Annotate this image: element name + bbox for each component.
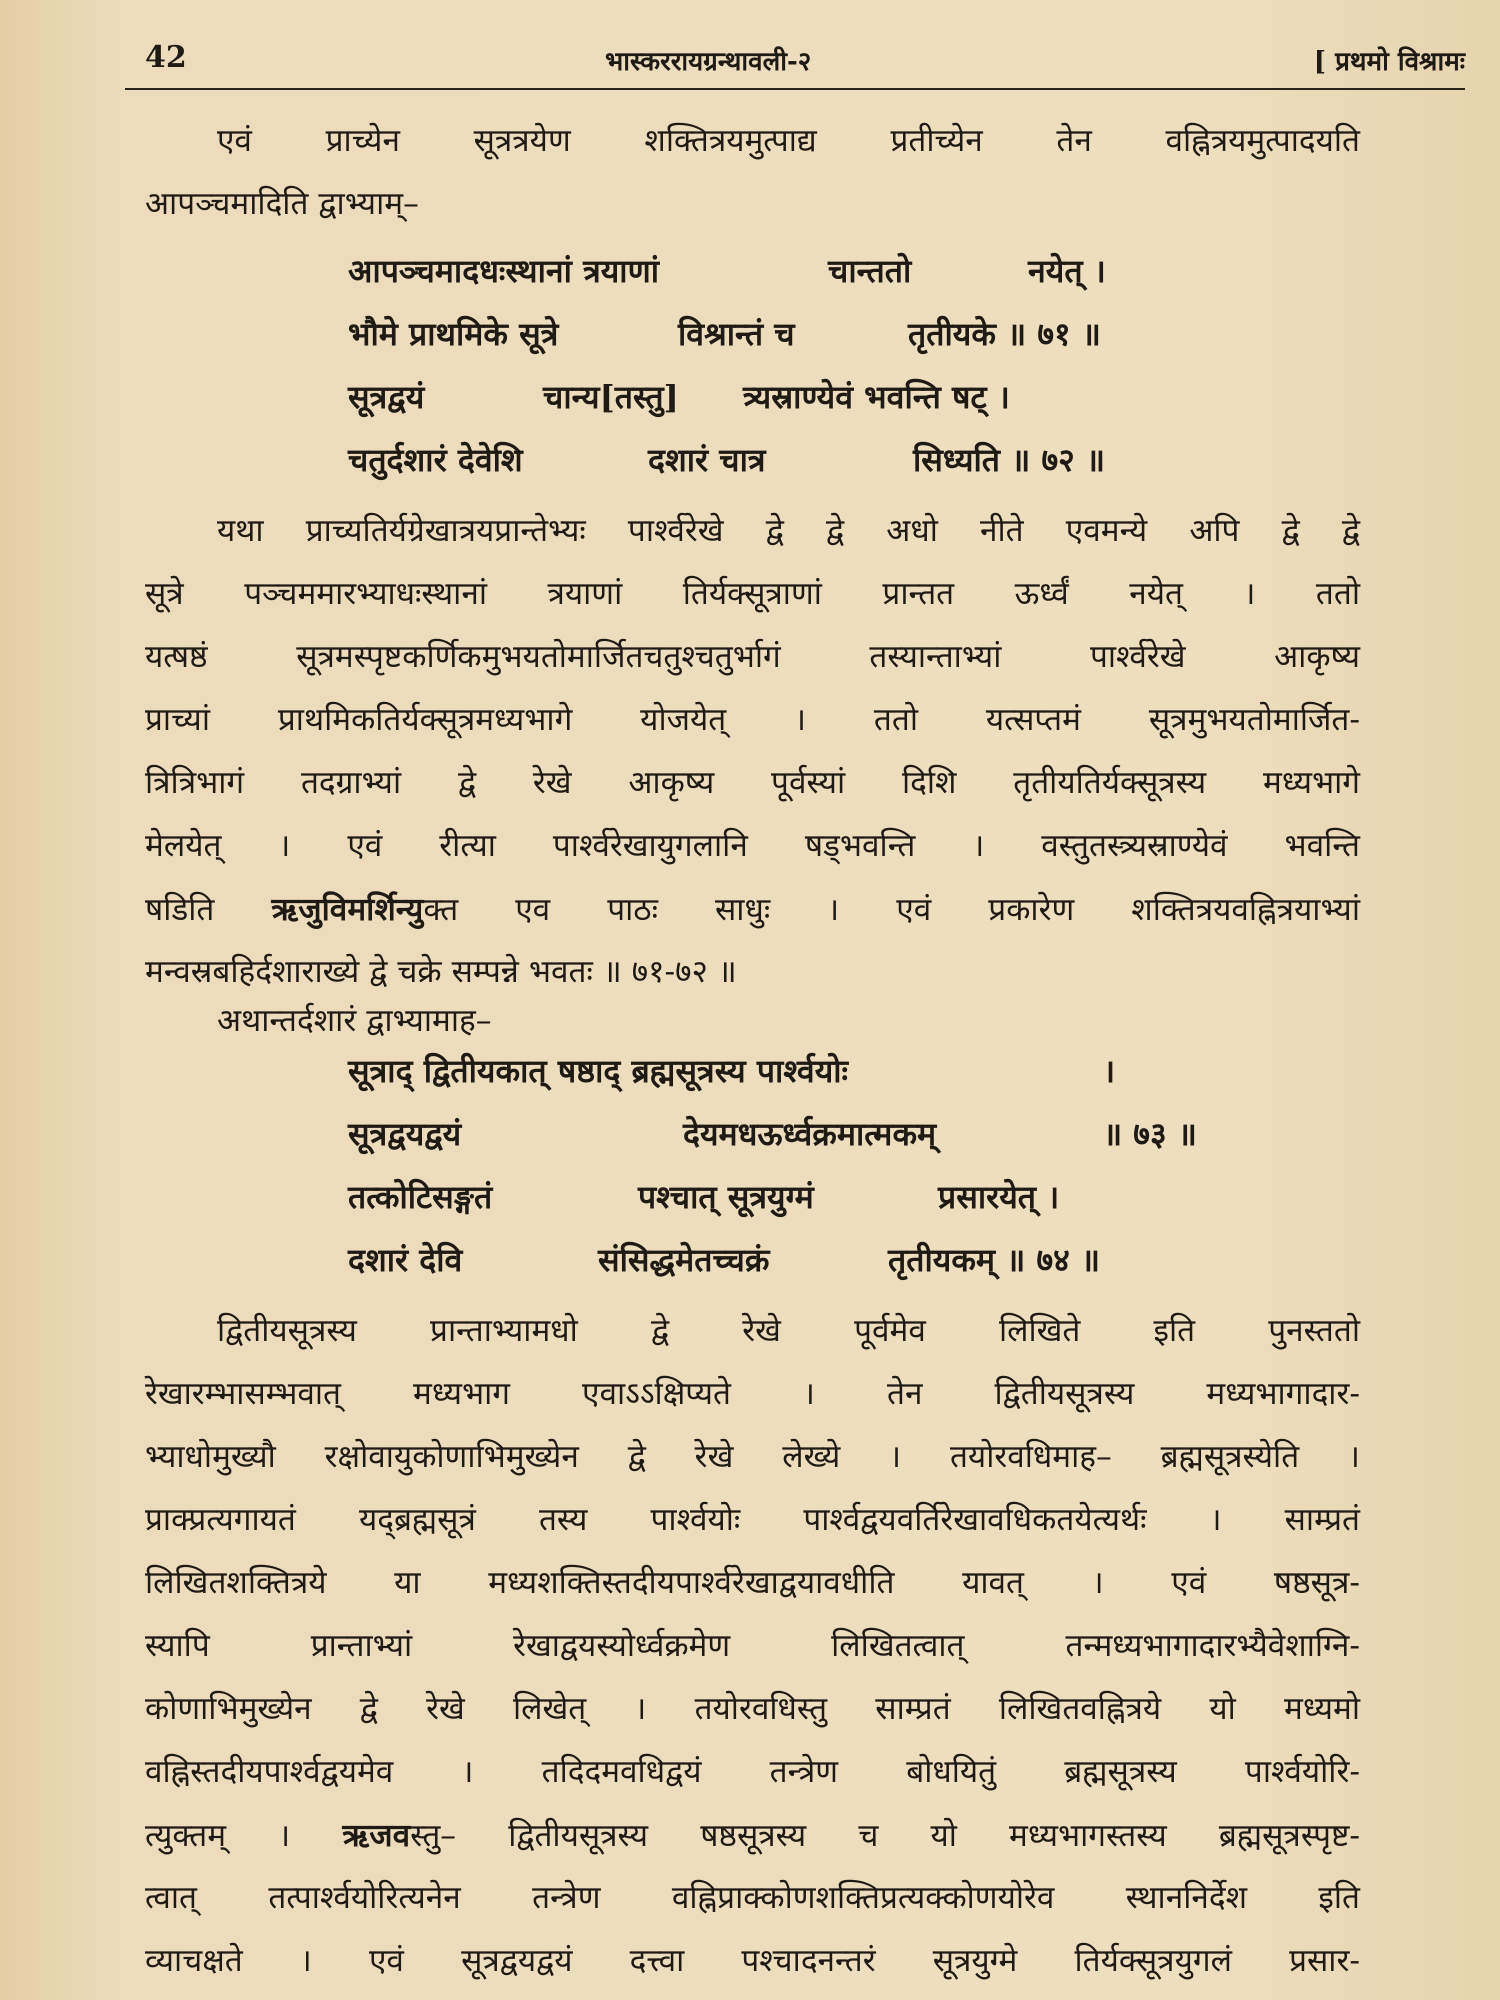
header-rule xyxy=(125,88,1465,90)
verse-line xyxy=(348,429,1268,492)
verse-part: दशारं चात्र xyxy=(648,441,766,479)
text-line: यथा प्राच्यतिर्यग्रेखात्रयप्रान्तेभ्यः पार्श्वरेखे द्वे द्वे अधो नीते एवमन्ये अपि द्वे द्वे xyxy=(217,513,1360,549)
page-number: 42 xyxy=(145,40,187,75)
verse-part: विश्रान्तं च xyxy=(678,315,795,353)
text-line: त्रित्रिभागं तदग्राभ्यां द्वे रेखे आकृष्य पूर्वस्यां दिशि तृतीयतिर्यक्सूत्रस्य मध्यभागे xyxy=(145,765,1360,801)
text-line: रेखारम्भासम्भवात् मध्यभाग एवाऽऽक्षिप्यते । तेन द्वितीयसूत्रस्य मध्यभागादार- xyxy=(145,1376,1360,1412)
text-run: त्युक्तम् । xyxy=(145,1818,343,1854)
text-line: सूत्रे पञ्चममारभ्याधःस्थानां त्रयाणां तिर्यक्सूत्राणां प्रान्तत ऊर्ध्वं नयेत् । ततो xyxy=(145,576,1360,612)
verse-part: संसिद्धमेतच्चक्रं xyxy=(598,1241,770,1279)
text-line: यत्षष्ठं सूत्रमस्पृष्टकर्णिकमुभयतोमार्जितचतुश्चतुर्भागं तस्यान्ताभ्यां पार्श्वरेखे आकृष्य xyxy=(145,639,1360,675)
verse-part: दशारं देवि xyxy=(348,1241,463,1279)
text-line: व्याचक्षते । एवं सूत्रद्वयद्वयं दत्त्वा पश्चादनन्तरं सूत्रयुग्मे तिर्यक्सूत्रयुगलं प्रसार- xyxy=(145,1943,1360,1979)
running-title: भास्कररायग्रन्थावली-२ xyxy=(605,47,812,77)
verse-part: आपञ्चमादधःस्थानां त्रयाणां xyxy=(348,252,660,290)
text-line: प्राक्प्रत्यगायतं यद्ब्रह्मसूत्रं तस्य पार्श्वयोः पार्श्वद्वयवर्तिरेखावधिकतयेत्यर्थः । साम्प्रतं xyxy=(145,1502,1360,1538)
verse-block-1 xyxy=(348,240,1268,492)
verse-block-2 xyxy=(348,1040,1268,1292)
text-line: लिखितशक्तित्रये या मध्यशक्तिस्तदीयपार्श्वरेखाद्वयावधीति यावत् । एवं षष्ठसूत्र- xyxy=(145,1565,1360,1601)
section-label: [ प्रथमो विश्रामः xyxy=(1313,47,1465,77)
text-run: स्तु– द्वितीयसूत्रस्य षष्ठसूत्रस्य च यो मध्यभागस्तस्य ब्रह्मसूत्रस्पृष्ट- xyxy=(410,1818,1361,1854)
verse-part: चान्ततो xyxy=(828,252,912,290)
text-line: प्राच्यां प्राथमिकतिर्यक्सूत्रमध्यभागे योजयेत् । ततो यत्सप्तमं सूत्रमुभयतोमार्जित- xyxy=(145,702,1360,738)
text-line: एवं प्राच्येन सूत्रत्रयेण शक्तित्रयमुत्पाद्य प्रतीच्येन तेन वह्नित्रयमुत्पादयति xyxy=(217,123,1360,159)
verse-part: ॥ ७३ ॥ xyxy=(1103,1115,1197,1153)
text-line: त्वात् तत्पार्श्वयोरित्यनेन तन्त्रेण वह्निप्राक्कोणशक्तिप्रत्यक्कोणयोरेव स्थाननिर्देश इति xyxy=(145,1880,1360,1916)
verse-part: तृतीयकम् ॥ ७४ ॥ xyxy=(888,1241,1101,1279)
verse-line xyxy=(348,1040,1268,1103)
verse-part: । xyxy=(1103,1052,1116,1090)
commentary-paragraph-2 xyxy=(145,1300,1360,1993)
verse-line xyxy=(348,1229,1268,1292)
verse-line xyxy=(348,1166,1268,1229)
verse-part: प्रसारयेत् । xyxy=(938,1178,1060,1216)
verse-part: तत्कोटिसङ्गतं xyxy=(348,1178,493,1216)
verse-part: त्र्यस्राण्येवं भवन्ति षट् । xyxy=(743,378,1010,416)
verse-part: सिध्यति ॥ ७२ ॥ xyxy=(913,441,1106,479)
text-run: षडिति xyxy=(145,892,272,928)
page-header xyxy=(125,28,1465,88)
text-line: अथान्तर्दशारं द्वाभ्यामाह– xyxy=(217,1003,492,1039)
verse-line xyxy=(348,1103,1268,1166)
verse-part: देयमधऊर्ध्वक्रमात्मकम् xyxy=(683,1115,937,1153)
intro-paragraph-1 xyxy=(145,110,1360,236)
verse-line xyxy=(348,240,1268,303)
commentary-paragraph-1 xyxy=(145,500,1360,1004)
text-run: क्त एव पाठः साधुः । एवं प्रकारेण शक्तित्रयवह्नित्रयाभ्यां xyxy=(423,892,1360,928)
text-line xyxy=(145,1804,1360,1867)
cited-work-bold: ऋजव xyxy=(342,1817,411,1854)
verse-part: सूत्राद् द्वितीयकात् षष्ठाद् ब्रह्मसूत्रस्य पार्श्वयोः xyxy=(348,1052,849,1090)
text-line: द्वितीयसूत्रस्य प्रान्ताभ्यामधो द्वे रेखे पूर्वमेव लिखिते इति पुनस्ततो xyxy=(217,1313,1360,1349)
text-line: वह्निस्तदीयपार्श्वद्वयमेव । तदिदमवधिद्वयं तन्त्रेण बोधयितुं ब्रह्मसूत्रस्य पार्श्वयोरि- xyxy=(145,1754,1360,1790)
text-line: मन्वस्रबहिर्दशाराख्ये द्वे चक्रे सम्पन्ने भवतः ॥ ७१-७२ ॥ xyxy=(145,954,737,990)
verse-part: चान्य[तस्तु] xyxy=(543,378,679,416)
verse-part: तृतीयके ॥ ७१ ॥ xyxy=(908,315,1101,353)
text-line: आपञ्चमादिति द्वाभ्याम्– xyxy=(145,186,419,222)
text-line: कोणाभिमुख्येन द्वे रेखे लिखेत् । तयोरवधिस्तु साम्प्रतं लिखितवह्नित्रये यो मध्यमो xyxy=(145,1691,1360,1727)
text-line: स्यापि प्रान्ताभ्यां रेखाद्वयस्योर्ध्वक्रमेण लिखितत्वात् तन्मध्यभागादारभ्यैवेशाग्नि- xyxy=(145,1628,1360,1664)
verse-line xyxy=(348,366,1268,429)
verse-part: पश्चात् सूत्रयुग्मं xyxy=(638,1178,814,1216)
verse-part: चतुर्दशारं देवेशि xyxy=(348,441,523,479)
verse-part: नयेत् । xyxy=(1028,252,1106,290)
text-line: भ्याधोमुख्यौ रक्षोवायुकोणाभिमुख्येन द्वे रेखे लेख्ये । तयोरवधिमाह– ब्रह्मसूत्रस्येति । xyxy=(145,1439,1360,1475)
verse-part: सूत्रद्वयद्वयं xyxy=(348,1115,462,1153)
text-line xyxy=(145,878,1360,941)
cited-work-bold: ऋजुविमर्शिन्यु xyxy=(271,891,424,928)
text-line: मेलयेत् । एवं रीत्या पार्श्वरेखायुगलानि षड्भवन्ति । वस्तुतस्त्र्यस्राण्येवं भवन्ति xyxy=(145,828,1360,864)
verse-line xyxy=(348,303,1268,366)
verse-part: भौमे प्राथमिके सूत्रे xyxy=(348,315,559,353)
verse-part: सूत्रद्वयं xyxy=(348,378,425,416)
